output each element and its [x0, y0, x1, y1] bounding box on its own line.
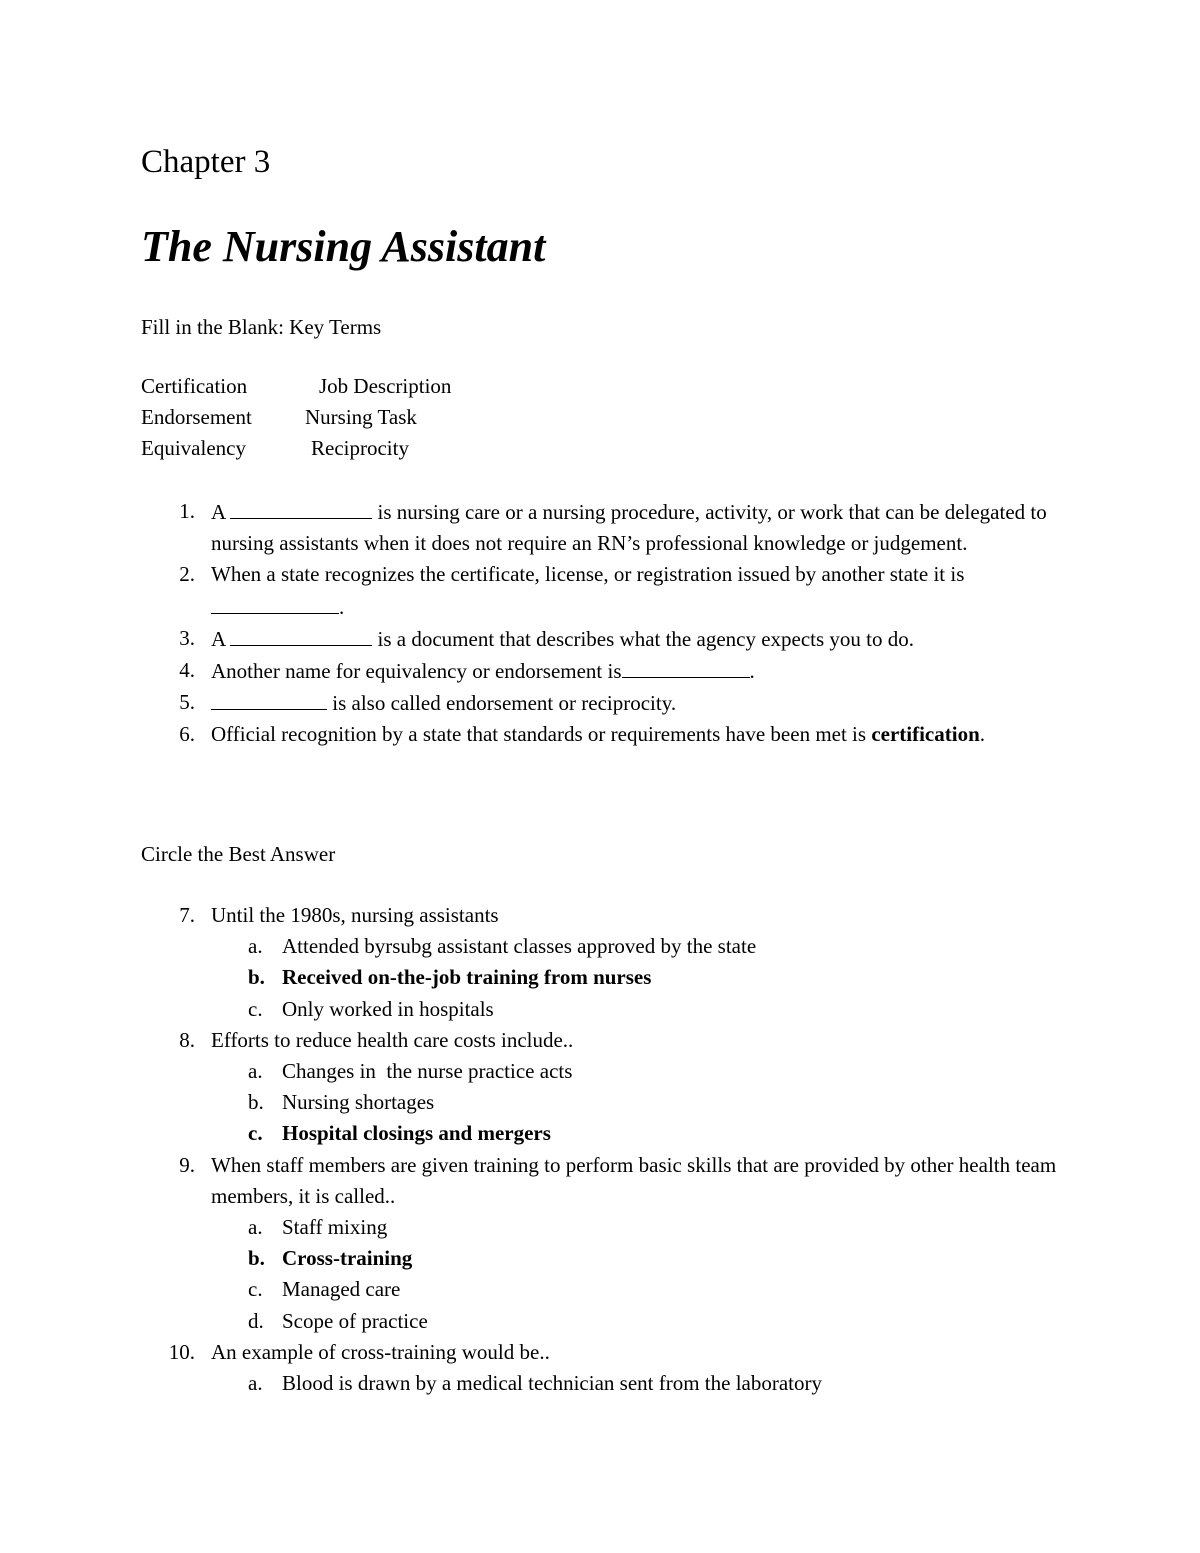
fill-question-6: [141, 719, 1061, 750]
question-text: Official recognition by a state that standards or requirements have been met is: [211, 722, 867, 747]
option-letter: d.: [248, 1308, 264, 1333]
answer-option-selected[interactable]: [141, 1118, 1061, 1149]
option-text: Staff mixing: [282, 1215, 388, 1240]
option-text: Received on-the-job training from nurses: [282, 965, 652, 990]
answer-option-selected[interactable]: [141, 962, 1061, 993]
option-text: Attended byrsubg assistant classes approved by the state: [282, 934, 757, 959]
question-number: 2.: [179, 562, 195, 587]
answer-option[interactable]: [141, 1056, 1061, 1087]
answer-option[interactable]: [141, 994, 1061, 1025]
question-text: When staff members are given training to perform basic skills that are provided by other health team members, it is called..: [211, 1152, 1057, 1208]
question-number: 9.: [179, 1152, 195, 1177]
question-text: Efforts to reduce health care costs include..: [211, 1027, 574, 1052]
option-letter: a.: [248, 1059, 263, 1084]
question-text: .: [749, 659, 755, 684]
question-text: A: [211, 500, 226, 524]
option-text: Cross-training: [282, 1246, 413, 1271]
answer-blank[interactable]: [622, 655, 750, 678]
option-letter: b.: [248, 1246, 265, 1271]
term: Nursing Task: [305, 405, 417, 429]
answer-option[interactable]: [141, 1368, 1061, 1399]
page-title: The Nursing Assistant: [141, 222, 546, 271]
filled-answer: certification: [871, 722, 980, 747]
question-text: When a state recognizes the certificate, license, or registration issued by another state it is: [211, 562, 965, 587]
question-number: 5.: [179, 690, 195, 715]
term: Reciprocity: [311, 436, 409, 460]
question-text: is nursing care or a nursing procedure, activity, or work that can be delegated to nursing assistants when it does not require an RN’s professional knowledge or judgement.: [211, 500, 1047, 556]
question-number: 4.: [179, 658, 195, 683]
answer-blank[interactable]: [230, 496, 372, 519]
question-text: A: [211, 626, 226, 651]
question-number: 1.: [179, 499, 195, 523]
answer-blank[interactable]: [211, 591, 339, 614]
option-letter: c.: [248, 1121, 263, 1146]
question-text: Another name for equivalency or endorsement is: [211, 659, 622, 684]
fill-question-3: [141, 623, 1061, 655]
mc-question-7: [141, 900, 1061, 931]
question-text: is a document that describes what the agency expects you to do.: [377, 626, 915, 651]
question-number: 3.: [179, 625, 195, 650]
mc-question-8: [141, 1025, 1061, 1056]
term: Certification: [141, 374, 248, 398]
question-number: 10.: [168, 1339, 195, 1364]
answer-option-selected[interactable]: [141, 1243, 1061, 1274]
mc-question-9: [141, 1150, 1061, 1212]
option-letter: c.: [248, 996, 263, 1021]
question-number: 7.: [179, 903, 195, 927]
chapter-label: Chapter 3: [141, 144, 271, 180]
fill-question-5: [141, 687, 1061, 719]
option-text: Scope of practice: [282, 1308, 428, 1333]
answer-option[interactable]: [141, 1212, 1061, 1243]
answer-option[interactable]: [141, 1274, 1061, 1305]
question-text: An example of cross-training would be..: [211, 1339, 550, 1364]
answer-option[interactable]: [141, 931, 1061, 962]
answer-option[interactable]: [141, 1306, 1061, 1337]
mc-section-heading: Circle the Best Answer: [141, 842, 336, 866]
option-letter: a.: [248, 934, 263, 959]
option-letter: c.: [248, 1277, 263, 1302]
option-letter: b.: [248, 965, 265, 990]
question-text: is also called endorsement or reciprocity.: [332, 691, 677, 716]
option-text: Changes in the nurse practice acts: [282, 1059, 573, 1084]
option-text: Blood is drawn by a medical technician sent from the laboratory: [282, 1371, 823, 1396]
answer-blank[interactable]: [230, 623, 372, 646]
fill-section-heading: Fill in the Blank: Key Terms: [141, 315, 382, 339]
fill-question-1: [141, 496, 1061, 559]
answer-blank[interactable]: [211, 687, 327, 710]
fill-question-2: [141, 559, 1061, 622]
option-text: Managed care: [282, 1277, 401, 1302]
option-text: Nursing shortages: [282, 1090, 435, 1115]
question-number: 8.: [179, 1027, 195, 1052]
term: Job Description: [319, 374, 452, 398]
option-letter: a.: [248, 1215, 263, 1240]
option-text: Only worked in hospitals: [282, 996, 494, 1021]
question-number: 6.: [179, 722, 195, 747]
question-text: Until the 1980s, nursing assistants: [211, 903, 499, 927]
option-text: Hospital closings and mergers: [282, 1121, 551, 1146]
question-text: .: [979, 722, 986, 747]
option-letter: a.: [248, 1371, 263, 1396]
answer-option[interactable]: [141, 1087, 1061, 1118]
term: Equivalency: [141, 436, 246, 460]
mc-question-10: [141, 1337, 1061, 1368]
multiple-choice-questions: [141, 900, 1061, 1399]
fill-question-4: [141, 655, 1061, 687]
fill-in-questions: [141, 496, 1061, 751]
term: Endorsement: [141, 405, 252, 429]
option-letter: b.: [248, 1090, 264, 1115]
question-text: .: [339, 594, 345, 619]
